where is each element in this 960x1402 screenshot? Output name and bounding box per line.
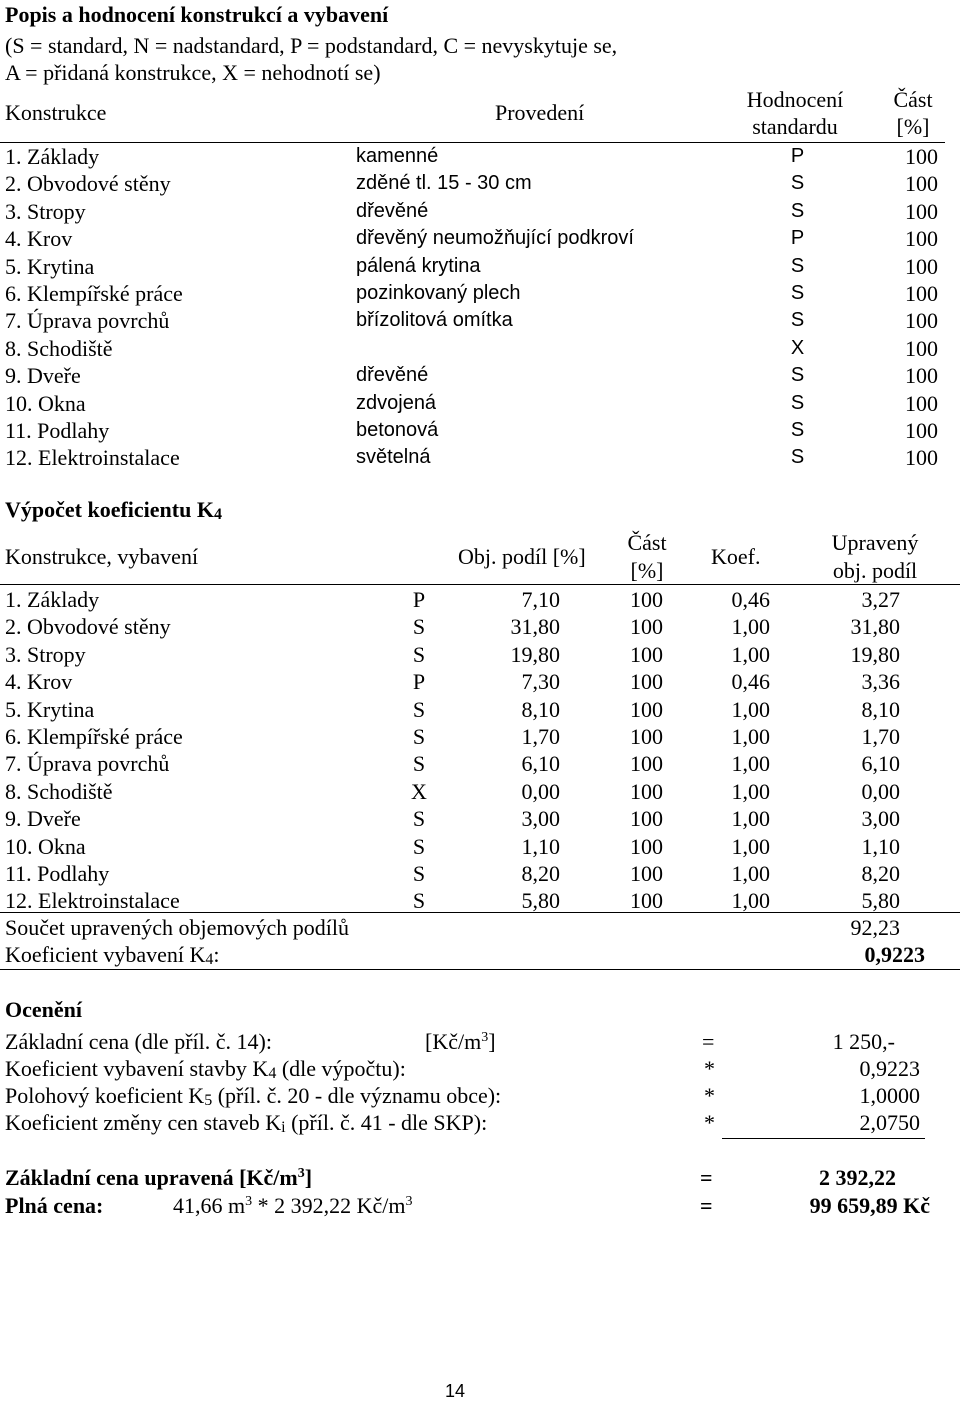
k4-bottom-rule [0, 969, 960, 970]
k4-row-rating: S [412, 724, 426, 749]
k4-header-share-line2: [%] [630, 558, 664, 583]
k4-header-obj-share: Obj. podíl [%] [458, 544, 586, 569]
row-execution: dřevěný neumožňující podkroví [356, 227, 634, 249]
k4-row-coef: 1,00 [731, 806, 770, 831]
k4-coef-operator: * [704, 1056, 715, 1081]
header-share-line2: [%] [896, 114, 930, 139]
k4-row-adjusted: 3,36 [861, 669, 900, 694]
k4-sum-rule [0, 912, 960, 913]
k4-row-rating: S [412, 806, 426, 831]
k4-row-construction-name: 8. Schodiště [5, 779, 113, 804]
sum-value: 92,23 [850, 915, 900, 940]
row-construction-name: 4. Krov [5, 226, 73, 251]
k4-row-rating: S [412, 888, 426, 913]
base-price-operator: = [702, 1029, 715, 1054]
row-execution: dřevěné [356, 200, 429, 222]
k4-row-coef: 1,00 [731, 779, 770, 804]
row-construction-name: 7. Úprava povrchů [5, 308, 170, 333]
k4-row-share: 100 [630, 861, 663, 886]
full-price-label: Plná cena: [5, 1193, 104, 1218]
row-share: 100 [905, 199, 938, 224]
k4-row-obj-share: 3,00 [521, 806, 560, 831]
k4-row-construction-name: 7. Úprava povrchů [5, 751, 170, 776]
row-rating: P [790, 145, 805, 167]
row-execution: zděné tl. 15 - 30 cm [356, 172, 532, 194]
row-execution: pozinkovaný plech [356, 282, 521, 304]
section-title-k4: Výpočet koeficientu K4 [5, 497, 222, 523]
k4-row-coef: 1,00 [731, 642, 770, 667]
k4-row-obj-share: 8,10 [521, 697, 560, 722]
row-execution: dřevěné [356, 364, 429, 386]
k4-row-rating: S [412, 614, 426, 639]
row-construction-name: 11. Podlahy [5, 418, 110, 443]
k4-row-coef: 1,00 [731, 888, 770, 913]
k4-row-construction-name: 11. Podlahy [5, 861, 110, 886]
k4-row-share: 100 [630, 888, 663, 913]
k4-row-construction-name: 12. Elektroinstalace [5, 888, 180, 913]
section-title-description: Popis a hodnocení konstrukcí a vybavení [5, 2, 389, 27]
sum-label: Součet upravených objemových podílů [5, 915, 349, 940]
k4-row-coef: 1,00 [731, 834, 770, 859]
k4-row-adjusted: 31,80 [850, 614, 900, 639]
row-execution: světelná [356, 446, 431, 468]
row-share: 100 [905, 144, 938, 169]
full-price-value: 99 659,89 Kč [809, 1193, 930, 1218]
row-share: 100 [905, 308, 938, 333]
k4-row-obj-share: 5,80 [521, 888, 560, 913]
k4-header-rule [0, 584, 960, 585]
k4-row-obj-share: 1,10 [521, 834, 560, 859]
k4-row-share: 100 [630, 779, 663, 804]
k4-coef-label: Koeficient vybavení stavby K4 (dle výpočtu): [5, 1056, 406, 1082]
k4-row-rating: S [412, 861, 426, 886]
k4-header-coef: Koef. [711, 544, 761, 569]
section-title-valuation: Ocenění [5, 997, 82, 1022]
k4-row-construction-name: 10. Okna [5, 834, 86, 859]
row-rating: S [790, 282, 805, 304]
k4-row-adjusted: 3,00 [861, 806, 900, 831]
k4-row-coef: 1,00 [731, 724, 770, 749]
k4-row-construction-name: 4. Krov [5, 669, 73, 694]
row-rating: S [790, 419, 805, 441]
adjusted-price-label: Základní cena upravená $[Kč/m^3]$ [5, 1165, 313, 1190]
k4-row-rating: S [412, 834, 426, 859]
k4-row-share: 100 [630, 669, 663, 694]
row-share: 100 [905, 391, 938, 416]
k4-row-construction-name: 3. Stropy [5, 642, 86, 667]
k4-row-share: 100 [630, 806, 663, 831]
k4-row-rating: P [412, 587, 426, 612]
row-share: 100 [905, 226, 938, 251]
row-share: 100 [905, 171, 938, 196]
k4-row-coef: 0,46 [731, 669, 770, 694]
row-rating: P [790, 227, 805, 249]
k4-row-adjusted: 6,10 [861, 751, 900, 776]
k4-row-rating: X [411, 779, 427, 804]
adjusted-price-operator: = [700, 1165, 713, 1190]
ki-coef-value: 2,0750 [859, 1110, 920, 1135]
k4-row-rating: S [412, 642, 426, 667]
row-share: 100 [905, 445, 938, 470]
k4-row-adjusted: 1,10 [861, 834, 900, 859]
adjusted-price-value: 2 392,22 [819, 1165, 896, 1190]
k4-row-coef: 0,46 [731, 587, 770, 612]
k4-row-share: 100 [630, 587, 663, 612]
row-construction-name: 1. Základy [5, 144, 100, 169]
k4-row-share: 100 [630, 724, 663, 749]
k4-value: 0,9223 [864, 942, 925, 967]
ki-coef-operator: * [704, 1110, 715, 1135]
k4-row-obj-share: 1,70 [521, 724, 560, 749]
k4-row-obj-share: 0,00 [521, 779, 560, 804]
k4-row-adjusted: 19,80 [850, 642, 900, 667]
header-rating-line1: Hodnocení [746, 87, 844, 112]
k4-row-obj-share: 8,20 [521, 861, 560, 886]
k4-row-adjusted: 8,10 [861, 697, 900, 722]
row-share: 100 [905, 418, 938, 443]
row-rating: S [790, 446, 805, 468]
total-underline [722, 1138, 925, 1139]
full-price-formula: 41,66 $m^3 * 2$ 392,22 $Kč/m^3$ [173, 1193, 413, 1218]
row-execution: pálená krytina [356, 255, 481, 277]
row-execution: břízolitová omítka [356, 309, 513, 331]
row-rating: S [790, 172, 805, 194]
base-price-label: Základní cena (dle příl. č. 14): [5, 1029, 272, 1054]
k4-row-share: 100 [630, 614, 663, 639]
k4-row-rating: S [412, 697, 426, 722]
k4-row-adjusted: 0,00 [861, 779, 900, 804]
k4-row-adjusted: 3,27 [861, 587, 900, 612]
k4-row-share: 100 [630, 642, 663, 667]
k4-row-coef: 1,00 [731, 751, 770, 776]
header-rule [0, 142, 945, 143]
k4-row-construction-name: 1. Základy [5, 587, 100, 612]
k4-row-obj-share: 31,80 [510, 614, 560, 639]
row-construction-name: 5. Krytina [5, 254, 95, 279]
row-construction-name: 6. Klempířské práce [5, 281, 183, 306]
k4-row-construction-name: 6. Klempířské práce [5, 724, 183, 749]
legend-line-2: A = přidaná konstrukce, X = nehodnotí se) [5, 60, 381, 85]
row-share: 100 [905, 254, 938, 279]
header-execution: Provedení [495, 100, 585, 125]
k4-row-adjusted: 1,70 [861, 724, 900, 749]
row-rating: X [790, 337, 805, 359]
k4-row-share: 100 [630, 834, 663, 859]
row-construction-name: 10. Okna [5, 391, 86, 416]
k4-row-adjusted: 5,80 [861, 888, 900, 913]
full-price-operator: = [700, 1193, 713, 1218]
ki-coef-label: Koeficient změny cen staveb Ki (příl. č. 41 - dle SKP): [5, 1110, 488, 1136]
k5-coef-label: Polohový koeficient K5 (příl. č. 20 - dle významu obce): [5, 1083, 502, 1109]
k4-row-share: 100 [630, 751, 663, 776]
k4-row-obj-share: 19,80 [510, 642, 560, 667]
k4-header-construction: Konstrukce, vybavení [5, 544, 199, 569]
row-share: 100 [905, 281, 938, 306]
header-construction: Konstrukce [5, 100, 107, 125]
base-price-value: 1 250,- [832, 1029, 895, 1054]
k4-coef-value: 0,9223 [859, 1056, 920, 1081]
k4-header-adjusted-line1: Upravený [831, 530, 919, 555]
row-construction-name: 8. Schodiště [5, 336, 113, 361]
k4-header-share-line1: Část [627, 530, 667, 555]
row-construction-name: 2. Obvodové stěny [5, 171, 171, 196]
row-construction-name: 9. Dveře [5, 363, 81, 388]
header-share-line1: Část [893, 87, 933, 112]
k4-row-rating: P [412, 669, 426, 694]
row-rating: S [790, 309, 805, 331]
row-share: 100 [905, 336, 938, 361]
k5-coef-operator: * [704, 1083, 715, 1108]
k4-row-construction-name: 2. Obvodové stěny [5, 614, 171, 639]
row-execution: kamenné [356, 145, 439, 167]
row-execution: betonová [356, 419, 439, 441]
k4-row-construction-name: 9. Dveře [5, 806, 81, 831]
row-construction-name: 12. Elektroinstalace [5, 445, 180, 470]
row-rating: S [790, 200, 805, 222]
k4-row-obj-share: 6,10 [521, 751, 560, 776]
row-rating: S [790, 392, 805, 414]
k4-row-construction-name: 5. Krytina [5, 697, 95, 722]
k4-row-rating: S [412, 751, 426, 776]
row-rating: S [790, 364, 805, 386]
k4-row-coef: 1,00 [731, 614, 770, 639]
row-rating: S [790, 255, 805, 277]
row-share: 100 [905, 363, 938, 388]
base-price-unit: $[Kč/m^3]$ [425, 1029, 496, 1054]
k4-row-share: 100 [630, 697, 663, 722]
row-construction-name: 3. Stropy [5, 199, 86, 224]
k4-row-obj-share: 7,10 [521, 587, 560, 612]
header-rating-line2: standardu [752, 114, 838, 139]
k4-row-obj-share: 7,30 [521, 669, 560, 694]
k4-label: Koeficient vybavení K4: [5, 942, 220, 968]
page-number: 14 [444, 1381, 466, 1401]
k4-row-coef: 1,00 [731, 861, 770, 886]
k4-row-coef: 1,00 [731, 697, 770, 722]
k4-header-adjusted-line2: obj. podíl [832, 558, 918, 583]
k4-row-adjusted: 8,20 [861, 861, 900, 886]
k5-coef-value: 1,0000 [859, 1083, 920, 1108]
row-execution: zdvojená [356, 392, 437, 414]
legend-line-1: (S = standard, N = nadstandard, P = podstandard, C = nevyskytuje se, [5, 33, 618, 58]
